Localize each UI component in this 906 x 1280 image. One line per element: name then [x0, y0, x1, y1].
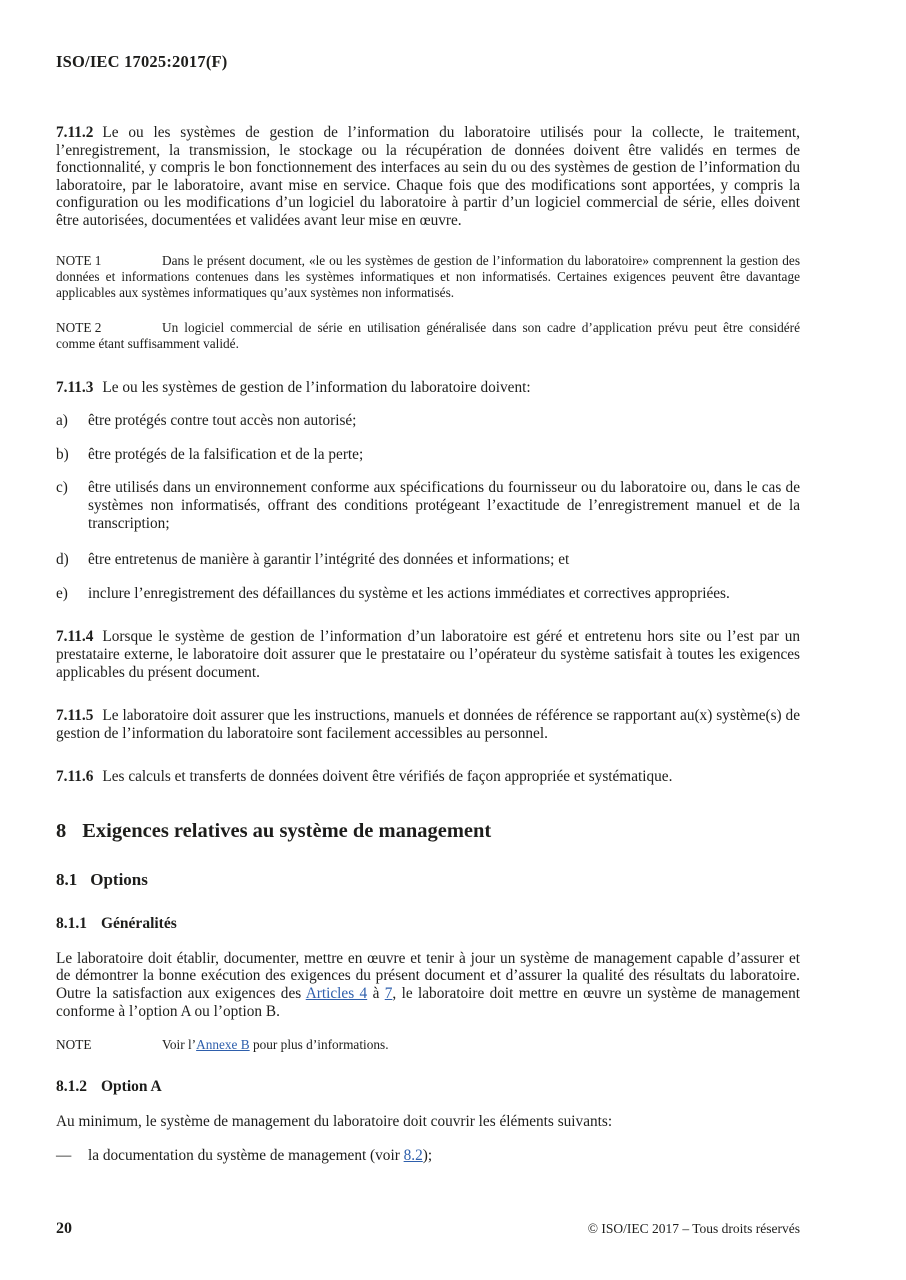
clause-text: Le ou les systèmes de gestion de l’information du laboratoire utilisés pour la collecte, le traitement, l’enregistrement, la transmission, le stockage ou la récupération de données doivent être validés en termes de fonctionnalité, y compris le bon fonctionnement des interfaces au sein du ou des systèmes de gestion de l’information du laboratoire, par le laboratoire, avant mise en service. Chaque fois que des modifications sont apportées, y compris la configuration ou les modifications d’un logiciel du laboratoire à partir d’un logiciel commercial de série, elles doivent être autorisées, documentées et validées avant leur mise en œuvre. — [56, 124, 800, 229]
heading-title: Généralités — [101, 914, 177, 932]
paragraph-text: Le laboratoire doit établir, documenter, mettre en œuvre et tenir à jour un système de management capable d’assurer et de démontrer la bonne exécution des exigences du présent document et d’assurer la qualité des résultats du laboratoire. Outre la satisfaction aux exigences des — [56, 949, 800, 1003]
note-8-1-1 — [56, 1037, 800, 1053]
heading-number: 8.1.2 — [56, 1078, 87, 1096]
list-item-d — [56, 551, 800, 569]
copyright-notice: © ISO/IEC 2017 – Tous droits réservés — [587, 1221, 800, 1236]
note-1 — [56, 253, 800, 302]
heading-title: Options — [90, 869, 148, 889]
clause-text: Le laboratoire doit assurer que les instructions, manuels et données de référence se rapportant au(x) système(s) de gestion de l’information du laboratoire sont facilement accessibles au personnel. — [56, 707, 800, 742]
list-item-text: ); — [422, 1147, 433, 1165]
clause-number: 7.11.2 — [56, 124, 94, 141]
section-heading-8 — [56, 819, 800, 843]
list-marker: — — [56, 1147, 72, 1165]
section-heading-8-1-2 — [56, 1078, 800, 1096]
heading-title: Option A — [101, 1078, 162, 1096]
list-item-c — [56, 479, 800, 532]
section-heading-8-1-1 — [56, 915, 800, 933]
section-heading-8-1 — [56, 870, 800, 890]
clause-7-11-6 — [56, 768, 800, 786]
note-text: pour plus d’informations. — [249, 1037, 389, 1053]
list-item-text: être protégés de la falsification et de la perte; — [88, 445, 364, 463]
list-item-a — [56, 412, 800, 430]
list-item-e — [56, 585, 800, 603]
list-marker: b) — [56, 445, 69, 463]
heading-number: 8.1.1 — [56, 914, 87, 932]
note-text: Voir l’ — [162, 1037, 197, 1053]
list-marker: d) — [56, 551, 69, 569]
clause-7-11-5 — [56, 707, 800, 742]
clause-number: 7.11.5 — [56, 707, 94, 725]
link-article-7[interactable]: 7 — [384, 985, 393, 1003]
paragraph-text: à — [367, 985, 385, 1003]
clause-text: Le ou les systèmes de gestion de l’information du laboratoire doivent: — [102, 378, 531, 396]
dash-list-item — [56, 1147, 800, 1165]
clause-7-11-3 — [56, 379, 800, 397]
clause-7-11-2 — [56, 124, 800, 230]
note-2 — [56, 320, 800, 352]
note-text: Dans le présent document, «le ou les systèmes de gestion de l’information du laboratoire» comprennent la gestion des données et informations contenues dans les systèmes informatiques et non informatisés. Certaines exigences peuvent être davantage applicables aux systèmes informatiques qu’aux systèmes non informatisés. — [56, 252, 800, 300]
note-label: NOTE 2 — [56, 320, 102, 336]
heading-number: 8.1 — [56, 869, 78, 889]
list-marker: e) — [56, 584, 68, 602]
clause-number: 7.11.3 — [56, 378, 94, 396]
clause-number: 7.11.4 — [56, 628, 94, 646]
page-number: 20 — [56, 1220, 72, 1237]
heading-number: 8 — [56, 819, 67, 842]
link-articles-4[interactable]: Articles 4 — [305, 985, 368, 1003]
list-item-text: être utilisés dans un environnement conforme aux spécifications du fournisseur ou du laboratoire ou, dans le cas de systèmes non informatisés, offrant des conditions protégeant l’exactitude de l’enregistrement manuel et de la transcription; — [88, 479, 800, 532]
link-8-2[interactable]: 8.2 — [403, 1147, 423, 1165]
note-label: NOTE 1 — [56, 252, 102, 268]
clause-text: Lorsque le système de gestion de l’information d’un laboratoire est géré et entretenu hors site ou l’est par un prestataire externe, le laboratoire doit assurer que le prestataire ou l’opérateur du système satisfait à toutes les exigences applicables du présent document. — [56, 628, 800, 681]
list-marker: a) — [56, 412, 68, 430]
clause-number: 7.11.6 — [56, 768, 94, 786]
note-text: Un logiciel commercial de série en utilisation généralisée dans son cadre d’application prévu peut être considéré comme étant suffisamment validé. — [56, 320, 800, 352]
list-item-text: être entretenus de manière à garantir l’intégrité des données et informations; et — [88, 551, 570, 569]
link-annexe-b[interactable]: Annexe B — [196, 1037, 250, 1053]
list-item-text: la documentation du système de management (voir — [88, 1147, 404, 1165]
list-item-b — [56, 446, 800, 464]
list-item-text: être protégés contre tout accès non autorisé; — [88, 412, 357, 430]
paragraph-text: , le laboratoire doit mettre en œuvre un système de management conforme à l’option A ou l’option B. — [56, 985, 800, 1020]
list-marker: c) — [56, 479, 68, 497]
page-header-title: ISO/IEC 17025:2017(F) — [56, 52, 228, 71]
clause-7-11-4 — [56, 628, 800, 681]
clause-text: Les calculs et transferts de données doivent être vérifiés de façon appropriée et systématique. — [102, 768, 673, 786]
paragraph-8-1-1 — [56, 950, 800, 1020]
paragraph-8-1-2: Au minimum, le système de management du laboratoire doit couvrir les éléments suivants: — [56, 1113, 613, 1131]
list-item-text: inclure l’enregistrement des défaillances du système et les actions immédiates et correctives appropriées. — [88, 584, 730, 602]
page-footer — [56, 1220, 800, 1238]
heading-title: Exigences relatives au système de management — [82, 819, 492, 842]
note-label: NOTE — [56, 1037, 92, 1053]
